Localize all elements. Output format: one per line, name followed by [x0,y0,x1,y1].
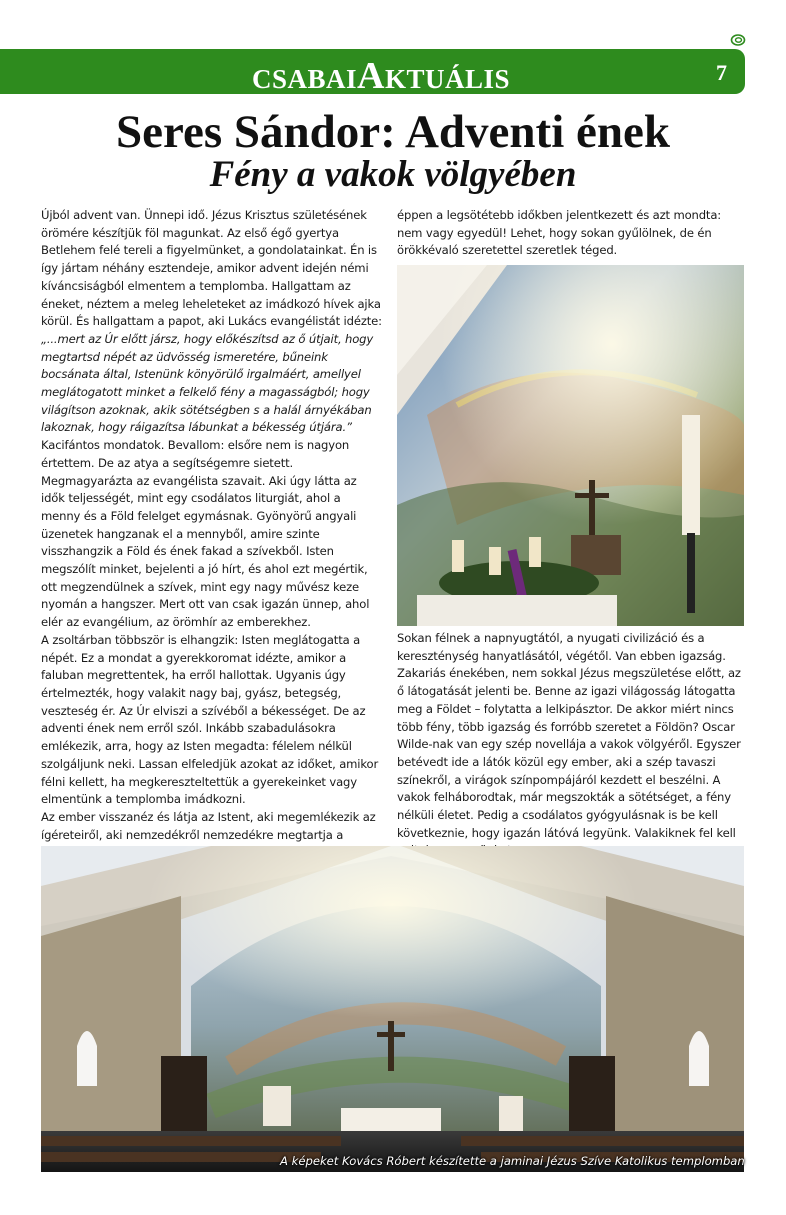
article-subtitle: Fény a vakok völgyében [209,154,577,195]
right-column-bottom [397,630,744,860]
paragraph-3: A zsoltárban többször is elhangzik: Isten meglátogatta a népét. Ez a mondat a gyerekkoromat idézte, amikor a faluban megrettentek, ha erről hallottak. Ugyanis úgy értelmezték, hogy valakit nagy baj, gyász, betegség, veszteség ér. Az Úr elviszi a szívéből a békességet. De az adventi ének nem erről szól. Inkább szabadulásokra emlékezik, arra, hogy az Isten megadta: félelem nélkül szolgáljunk neki. Lassan elfeledjük azokat az időket, amikor félni kellett, ha megkereszteltettük a gyerekeinket vagy elmentünk a templomba imádkozni. [41,632,379,807]
intro-text: Újból advent van. Ünnepi idő. Jézus Krisztus születésének örömére készítjük föl magunkat. Az első égő gyertya Betlehem felé tereli a figyelmünket, a gondolatainkat. Én is így jártam néhány esztendeje, amikor advent idején némi kíváncsiságból elmentem a templomba. Hallgattam az éneket, néztem a meleg leheleteket az imádkozó hívek ajka körül. És hallgattam a papot, aki Lukács evangélistát idézte: [41,208,382,329]
article-title: Seres Sándor: Adventi ének [115,106,671,158]
church-interior-photo [41,846,744,1172]
luke-quote: „...mert az Úr előtt jársz, hogy előkészítsd az ő útjait, hogy megtartsd népét az üdvösség ismeretére, bűneink bocsánata által, Istenünk könyörülő irgalmáért, amellyel meglátogatott minket a felkelő fény a magasságból; hogy világítson azoknak, akik sötétségben s a halál árnyékában lakoznak, hogy ráigazítsa lábunkat a békesség útjára.” [41,331,374,435]
swirl-icon [730,33,746,47]
paragraph-intro [41,207,382,437]
masthead-part3: KTUÁLIS [384,64,511,94]
masthead-part2: A [357,55,385,97]
paragraph-2: Kacifántos mondatok. Bevallom: elsőre nem is nagyon értettem. De az atya a segítségemre sietett. Megmagyarázta az evangélista szavait. Aki úgy látta az idők teljességét, mint egy csodálatos liturgiát, ahol a menny és a Föld felelget egymásnak. Gyönyörű angyali üzenetek hangzanak el a mennyből, amire szinte visszhangzik a Föld és ének fakad a szívekből. Isten megszólít minket, bejelenti a jó hírt, és ahol ezt megértik, ott megzendülnek a szívek, mint egy nagy művész keze nyomán a hangszer. Mert ott van csak igazán ünnep, ahol elér az evangélium, az örömhír az emberekhez. [41,438,370,630]
page-number: 7 [716,60,727,85]
altar-fresco-photo [397,265,744,626]
paragraph-right-bottom: Sokan félnek a napnyugtától, a nyugati civilizáció és a kereszténység hanyatlásától, végétől. Van ebben igazság. Zakariás énekében, nem sokkal Jézus megszületése előtt, az ő látogatását jelenti be. Benne az igazi világosság látogatta meg a Földet – folytatta a lelkipásztor. De akkor miért nincs több fény, több igazság és forróbb szeretet a Földön? Oscar Wilde-nak van egy szép novellája a vakok völgyéről. Egyszer betévedt ide a látók közül egy ember, aki a szép tavaszi színekről, a virágok színpompájáról kezdett el beszélni. A vakok felháborodtak, már megszokták a sötétséget, a fény nélküli életet. Pedig a csodálatos gyógyulásnak is be kell következnie, hogy igazán látóvá legyünk. Valakiknek fel kell [397,631,741,840]
paragraph-right-top: éppen a legsötétebb időkben jelentkezett és azt mondta: nem vagy egyedül! Lehet, hogy sokan gyűlölnek, de én örökkévaló szeretettel szeretlek téged. [397,208,722,258]
photo-caption: A képeket Kovács Róbert készítette a jaminai Jézus Szíve Katolikus templomban [280,1154,745,1168]
masthead-part1: CSABAI [252,64,358,94]
masthead [252,54,511,97]
left-column [41,207,382,915]
right-column-top [397,207,744,260]
paragraph-4: Az ember visszanéz és látja az Istent, aki megemlékezik az ígéreteiről, aki nemzedékről nemzedékre megtartja a [41,809,376,842]
